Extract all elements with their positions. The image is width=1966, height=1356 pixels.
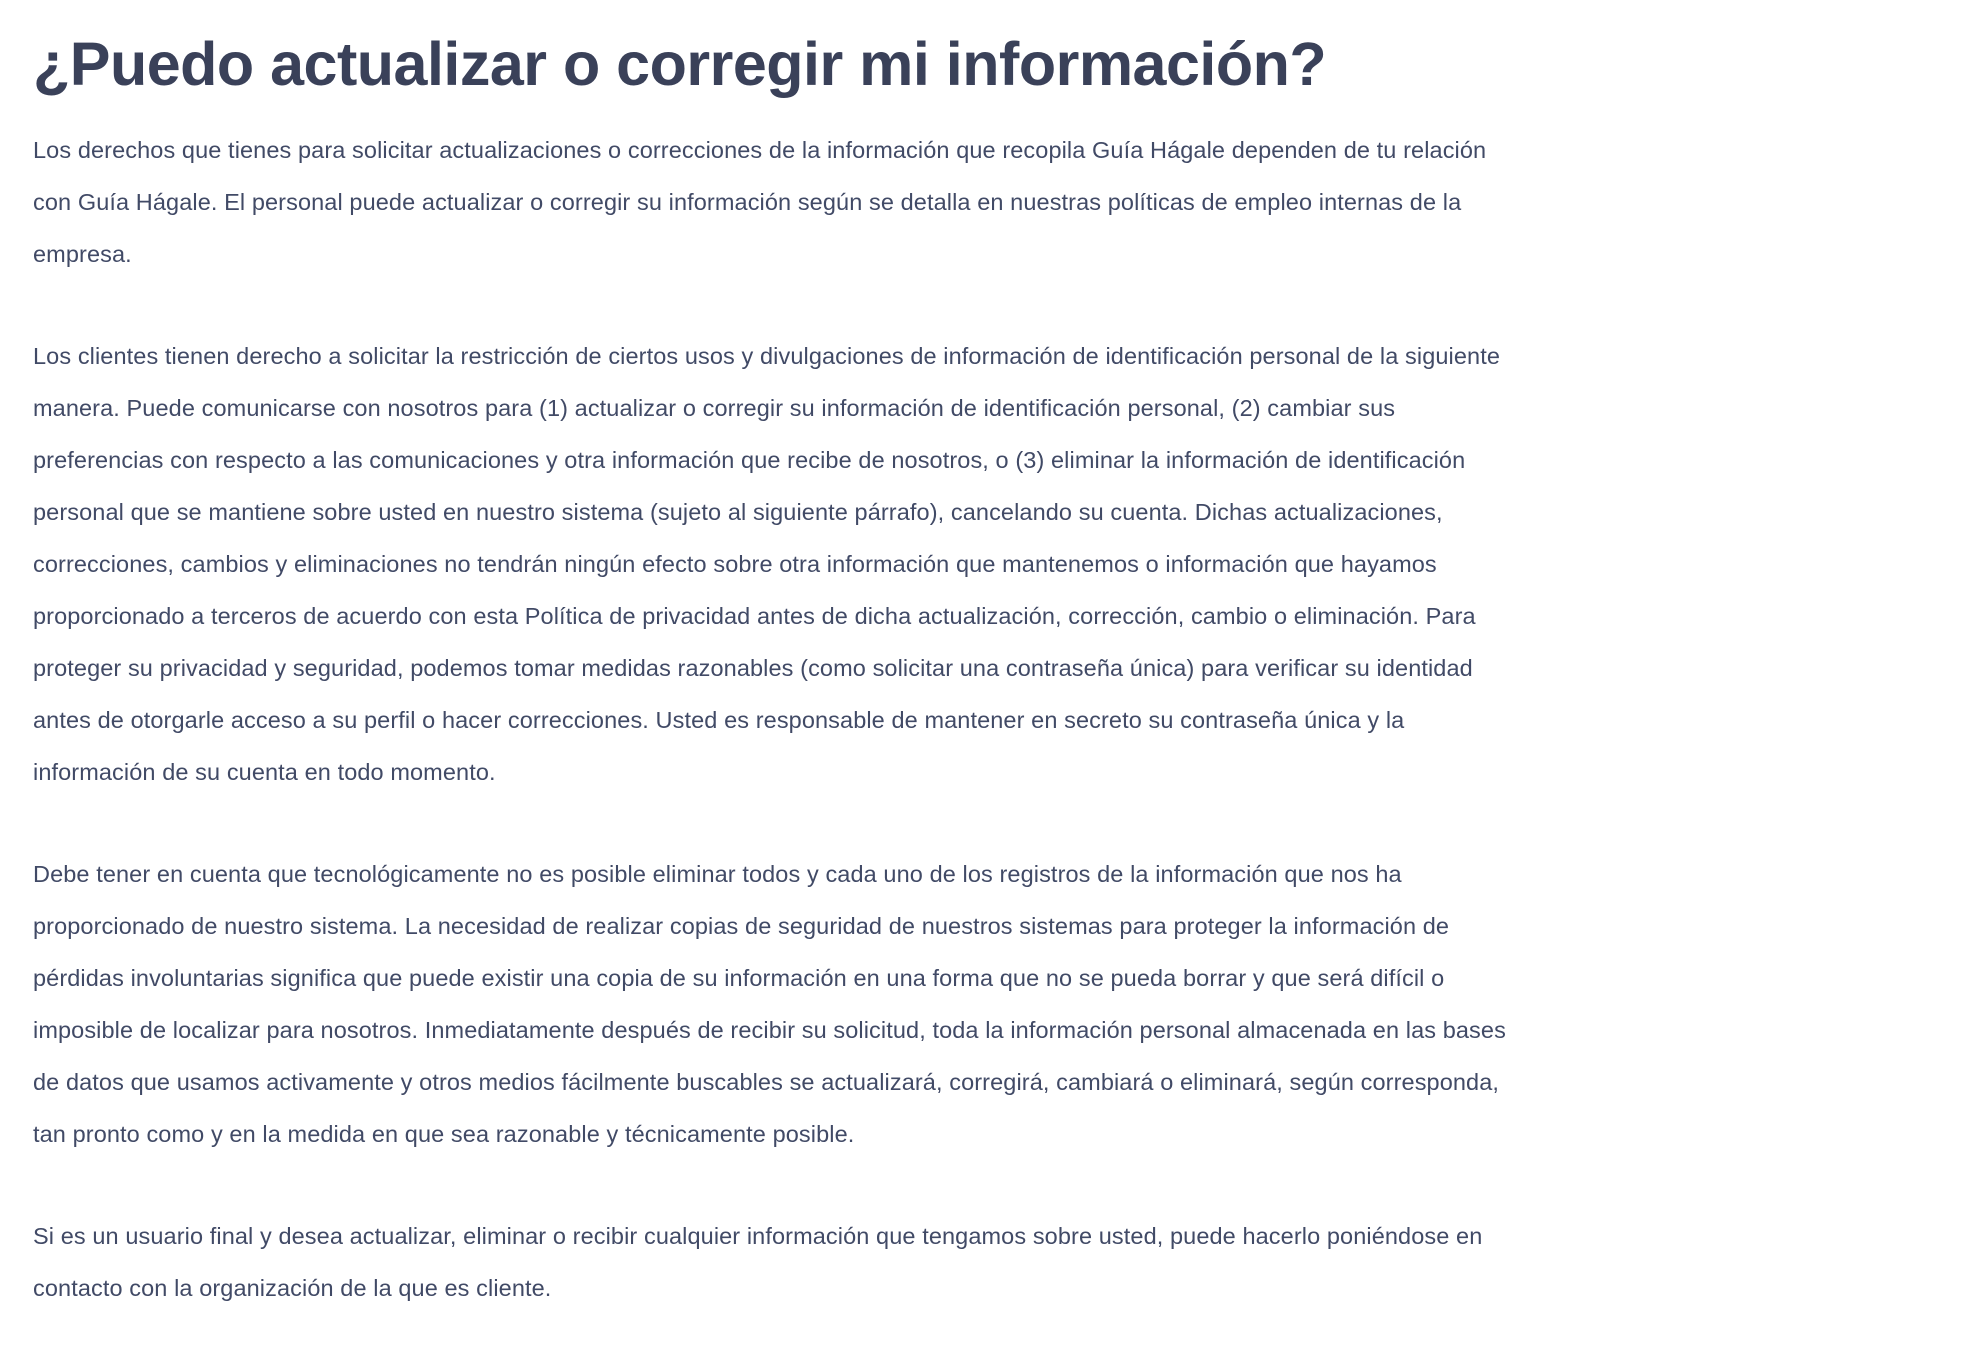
page-title: ¿Puedo actualizar o corregir mi información? bbox=[33, 30, 1327, 98]
paragraph-rights-overview: Los derechos que tienes para solicitar actualizaciones o correcciones de la información que recopila Guía Hágale dependen de tu relación con Guía Hágale. El personal puede actualizar o corregir su información según se detalla en nuestras políticas de empleo internas de la empresa. bbox=[33, 137, 1487, 268]
paragraph-end-user-contact: Si es un usuario final y desea actualizar, eliminar o recibir cualquier información que tengamos sobre usted, puede hacerlo poniéndose en contacto con la organización de la que es cliente. bbox=[33, 1223, 1483, 1302]
paragraph-client-rights-detail: Los clientes tienen derecho a solicitar la restricción de ciertos usos y divulgaciones de información de identificación personal de la siguiente manera. Puede comunicarse con nosotros para (1) actualizar o corregir su información de identificación personal, (2) cambiar sus preferencias con respecto a las comunicaciones y otra información que recibe de nosotros, o (3) eliminar la información de identificación personal que se mantiene sobre usted en nuestro sistema (sujeto al siguiente párrafo), cancelando su cuenta. Dichas actualizaciones, correcciones, cambios y eliminaciones no tendrán ningún efecto sobre otra información que mantenemos o información que hayamos proporcionado a terceros de acuerdo con esta Política de privacidad antes de dicha actualización, corrección, cambio o eliminación. Para proteger su privacidad y seguridad, podemos tomar medidas razonables (como solicitar una contraseña única) para verificar su identidad antes de otorgarle acceso a su perfil o hacer correcciones. Usted es responsable de mantener en secreto su contraseña única y la información de su cuenta en todo momento. bbox=[33, 343, 1500, 786]
paragraph-deletion-limitations: Debe tener en cuenta que tecnológicamente no es posible eliminar todos y cada uno de los registros de la información que nos ha proporcionado de nuestro sistema. La necesidad de realizar copias de seguridad de nuestros sistemas para proteger la información de pérdidas involuntarias significa que puede existir una copia de su información en una forma que no se pueda borrar y que será difícil o imposible de localizar para nosotros. Inmediatamente después de recibir su solicitud, toda la información personal almacenada en las bases de datos que usamos activamente y otros medios fácilmente buscables se actualizará, corregirá, cambiará o eliminará, según corresponda, tan pronto como y en la medida en que sea razonable y técnicamente posible. bbox=[33, 861, 1506, 1148]
